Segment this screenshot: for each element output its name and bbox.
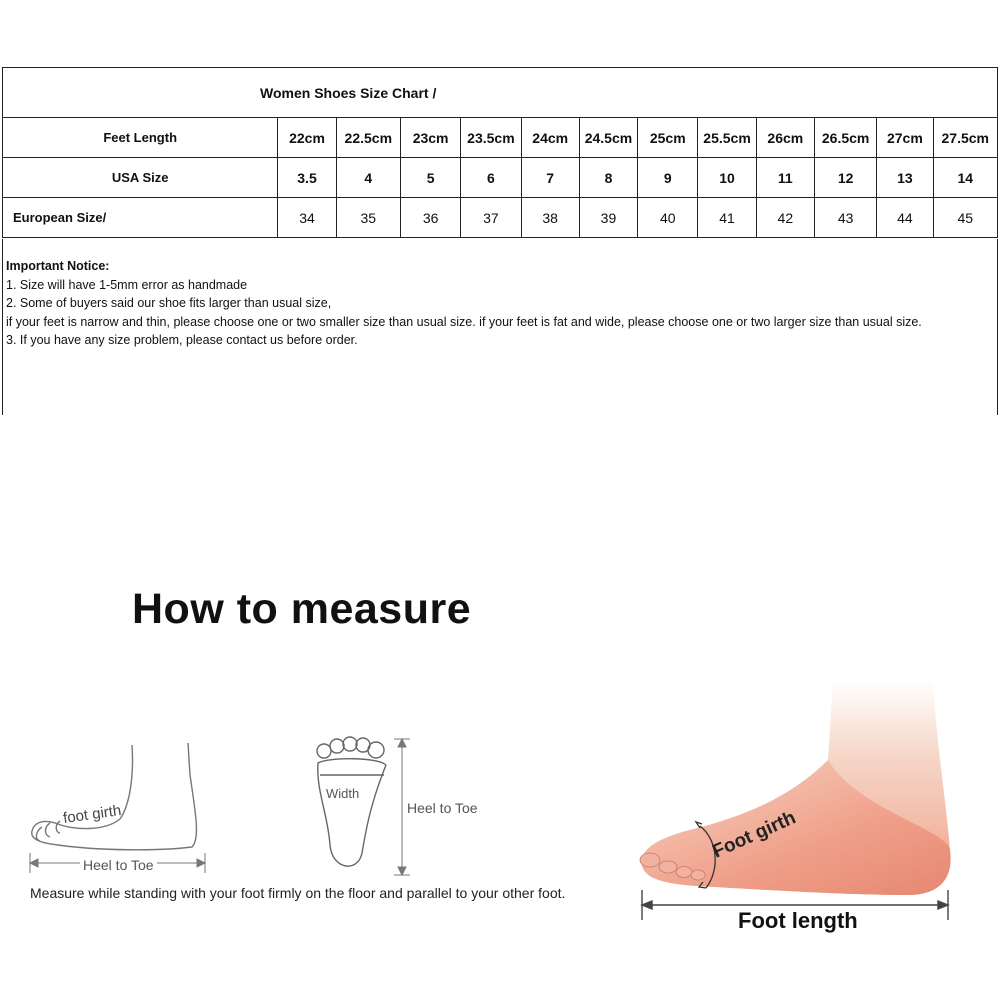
notice-line: 2. Some of buyers said our shoe fits larger than usual size, [6,296,332,310]
feet-length-label: Feet Length [3,118,278,158]
feet-length-row [3,118,998,158]
length-cell: 26.5cm [814,118,876,158]
length-cell: 23.5cm [461,118,521,158]
european-size-row [3,198,998,238]
usa-cell: 14 [933,158,997,198]
eu-cell: 41 [698,198,756,238]
usa-cell: 11 [756,158,814,198]
length-cell: 25cm [638,118,698,158]
usa-cell: 10 [698,158,756,198]
eu-cell: 38 [521,198,579,238]
usa-cell: 6 [461,158,521,198]
length-cell: 27cm [877,118,933,158]
usa-cell: 4 [336,158,400,198]
side-foot-girth-label: foot girth [62,802,123,827]
usa-cell: 12 [814,158,876,198]
eu-cell: 43 [814,198,876,238]
usa-size-label: USA Size [3,158,278,198]
eu-cell: 45 [933,198,997,238]
notice-line: 3. If you have any size problem, please contact us before order. [6,333,358,347]
usa-cell: 8 [579,158,637,198]
length-cell: 26cm [756,118,814,158]
measure-caption: Measure while standing with your foot firmly on the floor and parallel to your other foot. [30,885,566,901]
eu-cell: 39 [579,198,637,238]
how-to-measure-title: How to measure [132,585,472,633]
eu-cell: 35 [336,198,400,238]
sole-width-label: Width [326,786,360,801]
eu-cell: 37 [461,198,521,238]
sole-heel-to-toe-label: Heel to Toe [407,800,478,816]
eu-cell: 36 [400,198,460,238]
length-cell: 22cm [278,118,336,158]
usa-cell: 5 [400,158,460,198]
chart-title: Women Shoes Size Chart / [3,68,998,118]
usa-cell: 9 [638,158,698,198]
size-chart-table [2,67,998,238]
eu-cell: 40 [638,198,698,238]
length-cell: 25.5cm [698,118,756,158]
usa-cell: 13 [877,158,933,198]
usa-cell: 3.5 [278,158,336,198]
length-cell: 24cm [521,118,579,158]
usa-size-row [3,158,998,198]
eu-cell: 42 [756,198,814,238]
european-size-label: European Size/ [3,198,278,238]
eu-cell: 34 [278,198,336,238]
side-heel-to-toe-label: Heel to Toe [80,857,157,873]
notice-heading: Important Notice: [6,259,110,273]
photo-foot-length-label: Foot length [738,908,858,933]
usa-cell: 7 [521,158,579,198]
photo-foot-girth-label: Foot girth [709,807,800,863]
length-cell: 23cm [400,118,460,158]
length-cell: 24.5cm [579,118,637,158]
length-cell: 22.5cm [336,118,400,158]
notice-line: 1. Size will have 1-5mm error as handmade [6,277,248,292]
notice-line: if your feet is narrow and thin, please choose one or two smaller size than usual size. if your feet is fat and wide, please choose one or two larger size than usual size. [6,314,922,329]
important-notice [2,239,998,415]
length-cell: 27.5cm [933,118,997,158]
eu-cell: 44 [877,198,933,238]
